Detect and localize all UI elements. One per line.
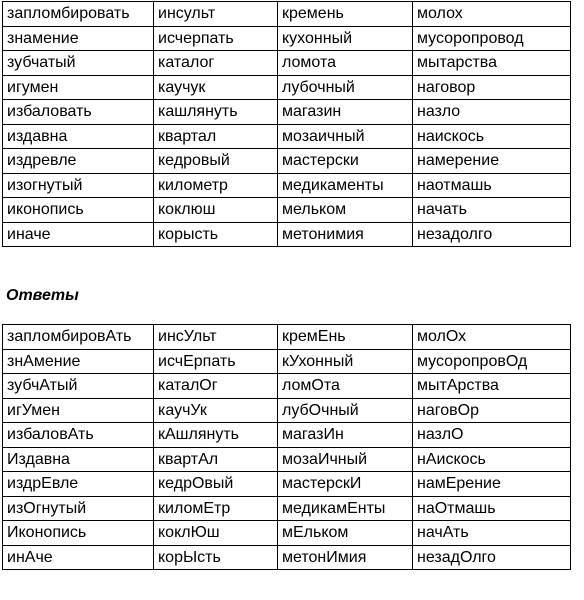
table-cell: наотмашь xyxy=(413,173,571,198)
table-cell: мельком xyxy=(278,198,413,223)
table-cell: Иконопись xyxy=(3,521,154,546)
table-cell: километр xyxy=(154,173,278,198)
table-cell: инАче xyxy=(3,545,154,570)
table-cell: незадОлго xyxy=(413,545,571,570)
table-cell: коклюш xyxy=(154,198,278,223)
table-row xyxy=(3,26,571,51)
words-table xyxy=(2,1,571,247)
table-row xyxy=(3,545,571,570)
table-cell: незадолго xyxy=(413,222,571,247)
table-row xyxy=(3,374,571,399)
table-cell: кедрОвый xyxy=(154,472,278,497)
table-cell: запломбировать xyxy=(3,2,154,27)
table-row xyxy=(3,447,571,472)
table-cell: издрЕвле xyxy=(3,472,154,497)
table-cell: молОх xyxy=(413,325,571,350)
table-cell: корысть xyxy=(154,222,278,247)
table-cell: изогнутый xyxy=(3,173,154,198)
table-cell: квартАл xyxy=(154,447,278,472)
table-row xyxy=(3,100,571,125)
table-row xyxy=(3,398,571,423)
table-cell: магазИн xyxy=(278,423,413,448)
table-cell: каучук xyxy=(154,75,278,100)
table-row xyxy=(3,2,571,27)
table-cell: метонимия xyxy=(278,222,413,247)
table-row xyxy=(3,349,571,374)
table-cell: намЕрение xyxy=(413,472,571,497)
table-cell: знАмение xyxy=(3,349,154,374)
table-cell: избаловАть xyxy=(3,423,154,448)
table-cell: мозаИчный xyxy=(278,447,413,472)
table-row xyxy=(3,423,571,448)
table-cell: мусоропровОд xyxy=(413,349,571,374)
table-row xyxy=(3,472,571,497)
table-row xyxy=(3,496,571,521)
table-cell: лубОчный xyxy=(278,398,413,423)
table-row xyxy=(3,51,571,76)
table-cell: наискось xyxy=(413,124,571,149)
table-cell: иначе xyxy=(3,222,154,247)
table-cell: мЕльком xyxy=(278,521,413,546)
table-cell: каучУк xyxy=(154,398,278,423)
table-cell: каталог xyxy=(154,51,278,76)
table-row xyxy=(3,222,571,247)
table-cell: нАискось xyxy=(413,447,571,472)
table-cell: мытАрства xyxy=(413,374,571,399)
table-cell: игумен xyxy=(3,75,154,100)
table-cell: коклЮш xyxy=(154,521,278,546)
table-cell: мусоропровод xyxy=(413,26,571,51)
table-cell: издревле xyxy=(3,149,154,174)
table-cell: зубчАтый xyxy=(3,374,154,399)
table-cell: мастерски xyxy=(278,149,413,174)
table-cell: начАть xyxy=(413,521,571,546)
table-cell: наОтмашь xyxy=(413,496,571,521)
table-cell: зубчатый xyxy=(3,51,154,76)
table-cell: запломбировАть xyxy=(3,325,154,350)
table-cell: лубочный xyxy=(278,75,413,100)
table-cell: кедровый xyxy=(154,149,278,174)
table-cell: знамение xyxy=(3,26,154,51)
table-cell: кАшлянуть xyxy=(154,423,278,448)
table-cell: начать xyxy=(413,198,571,223)
answers-table-body xyxy=(3,325,571,570)
table-cell: кашлянуть xyxy=(154,100,278,125)
table-row xyxy=(3,521,571,546)
table-cell: назло xyxy=(413,100,571,125)
table-cell: каталОг xyxy=(154,374,278,399)
table-row xyxy=(3,75,571,100)
table-cell: ломОта xyxy=(278,374,413,399)
table-cell: игУмен xyxy=(3,398,154,423)
table-cell: назлО xyxy=(413,423,571,448)
answers-table xyxy=(2,324,571,570)
table-cell: кухонный xyxy=(278,26,413,51)
table-cell: квартал xyxy=(154,124,278,149)
table-cell: кремень xyxy=(278,2,413,27)
table-cell: инсульт xyxy=(154,2,278,27)
table-row xyxy=(3,173,571,198)
table-cell: наговОр xyxy=(413,398,571,423)
table-cell: Издавна xyxy=(3,447,154,472)
table-cell: исчЕрпать xyxy=(154,349,278,374)
table-cell: кУхонный xyxy=(278,349,413,374)
table-cell: инсУльт xyxy=(154,325,278,350)
table-row xyxy=(3,149,571,174)
table-cell: метонИмия xyxy=(278,545,413,570)
table-cell: магазин xyxy=(278,100,413,125)
table-cell: намерение xyxy=(413,149,571,174)
table-cell: молох xyxy=(413,2,571,27)
table-row xyxy=(3,198,571,223)
table-cell: наговор xyxy=(413,75,571,100)
table-cell: мытарства xyxy=(413,51,571,76)
table-cell: киломЕтр xyxy=(154,496,278,521)
table-cell: исчерпать xyxy=(154,26,278,51)
table-cell: мастерскИ xyxy=(278,472,413,497)
table-cell: иконопись xyxy=(3,198,154,223)
table-cell: медикаменты xyxy=(278,173,413,198)
table-cell: корЫсть xyxy=(154,545,278,570)
table-row xyxy=(3,325,571,350)
table-cell: медикамЕнты xyxy=(278,496,413,521)
table-cell: изОгнутый xyxy=(3,496,154,521)
table-cell: издавна xyxy=(3,124,154,149)
answers-heading: Ответы xyxy=(6,287,79,304)
table-cell: ломота xyxy=(278,51,413,76)
table-cell: мозаичный xyxy=(278,124,413,149)
table-row xyxy=(3,124,571,149)
table-cell: избаловать xyxy=(3,100,154,125)
words-table-body xyxy=(3,2,571,247)
table-cell: кремЕнь xyxy=(278,325,413,350)
